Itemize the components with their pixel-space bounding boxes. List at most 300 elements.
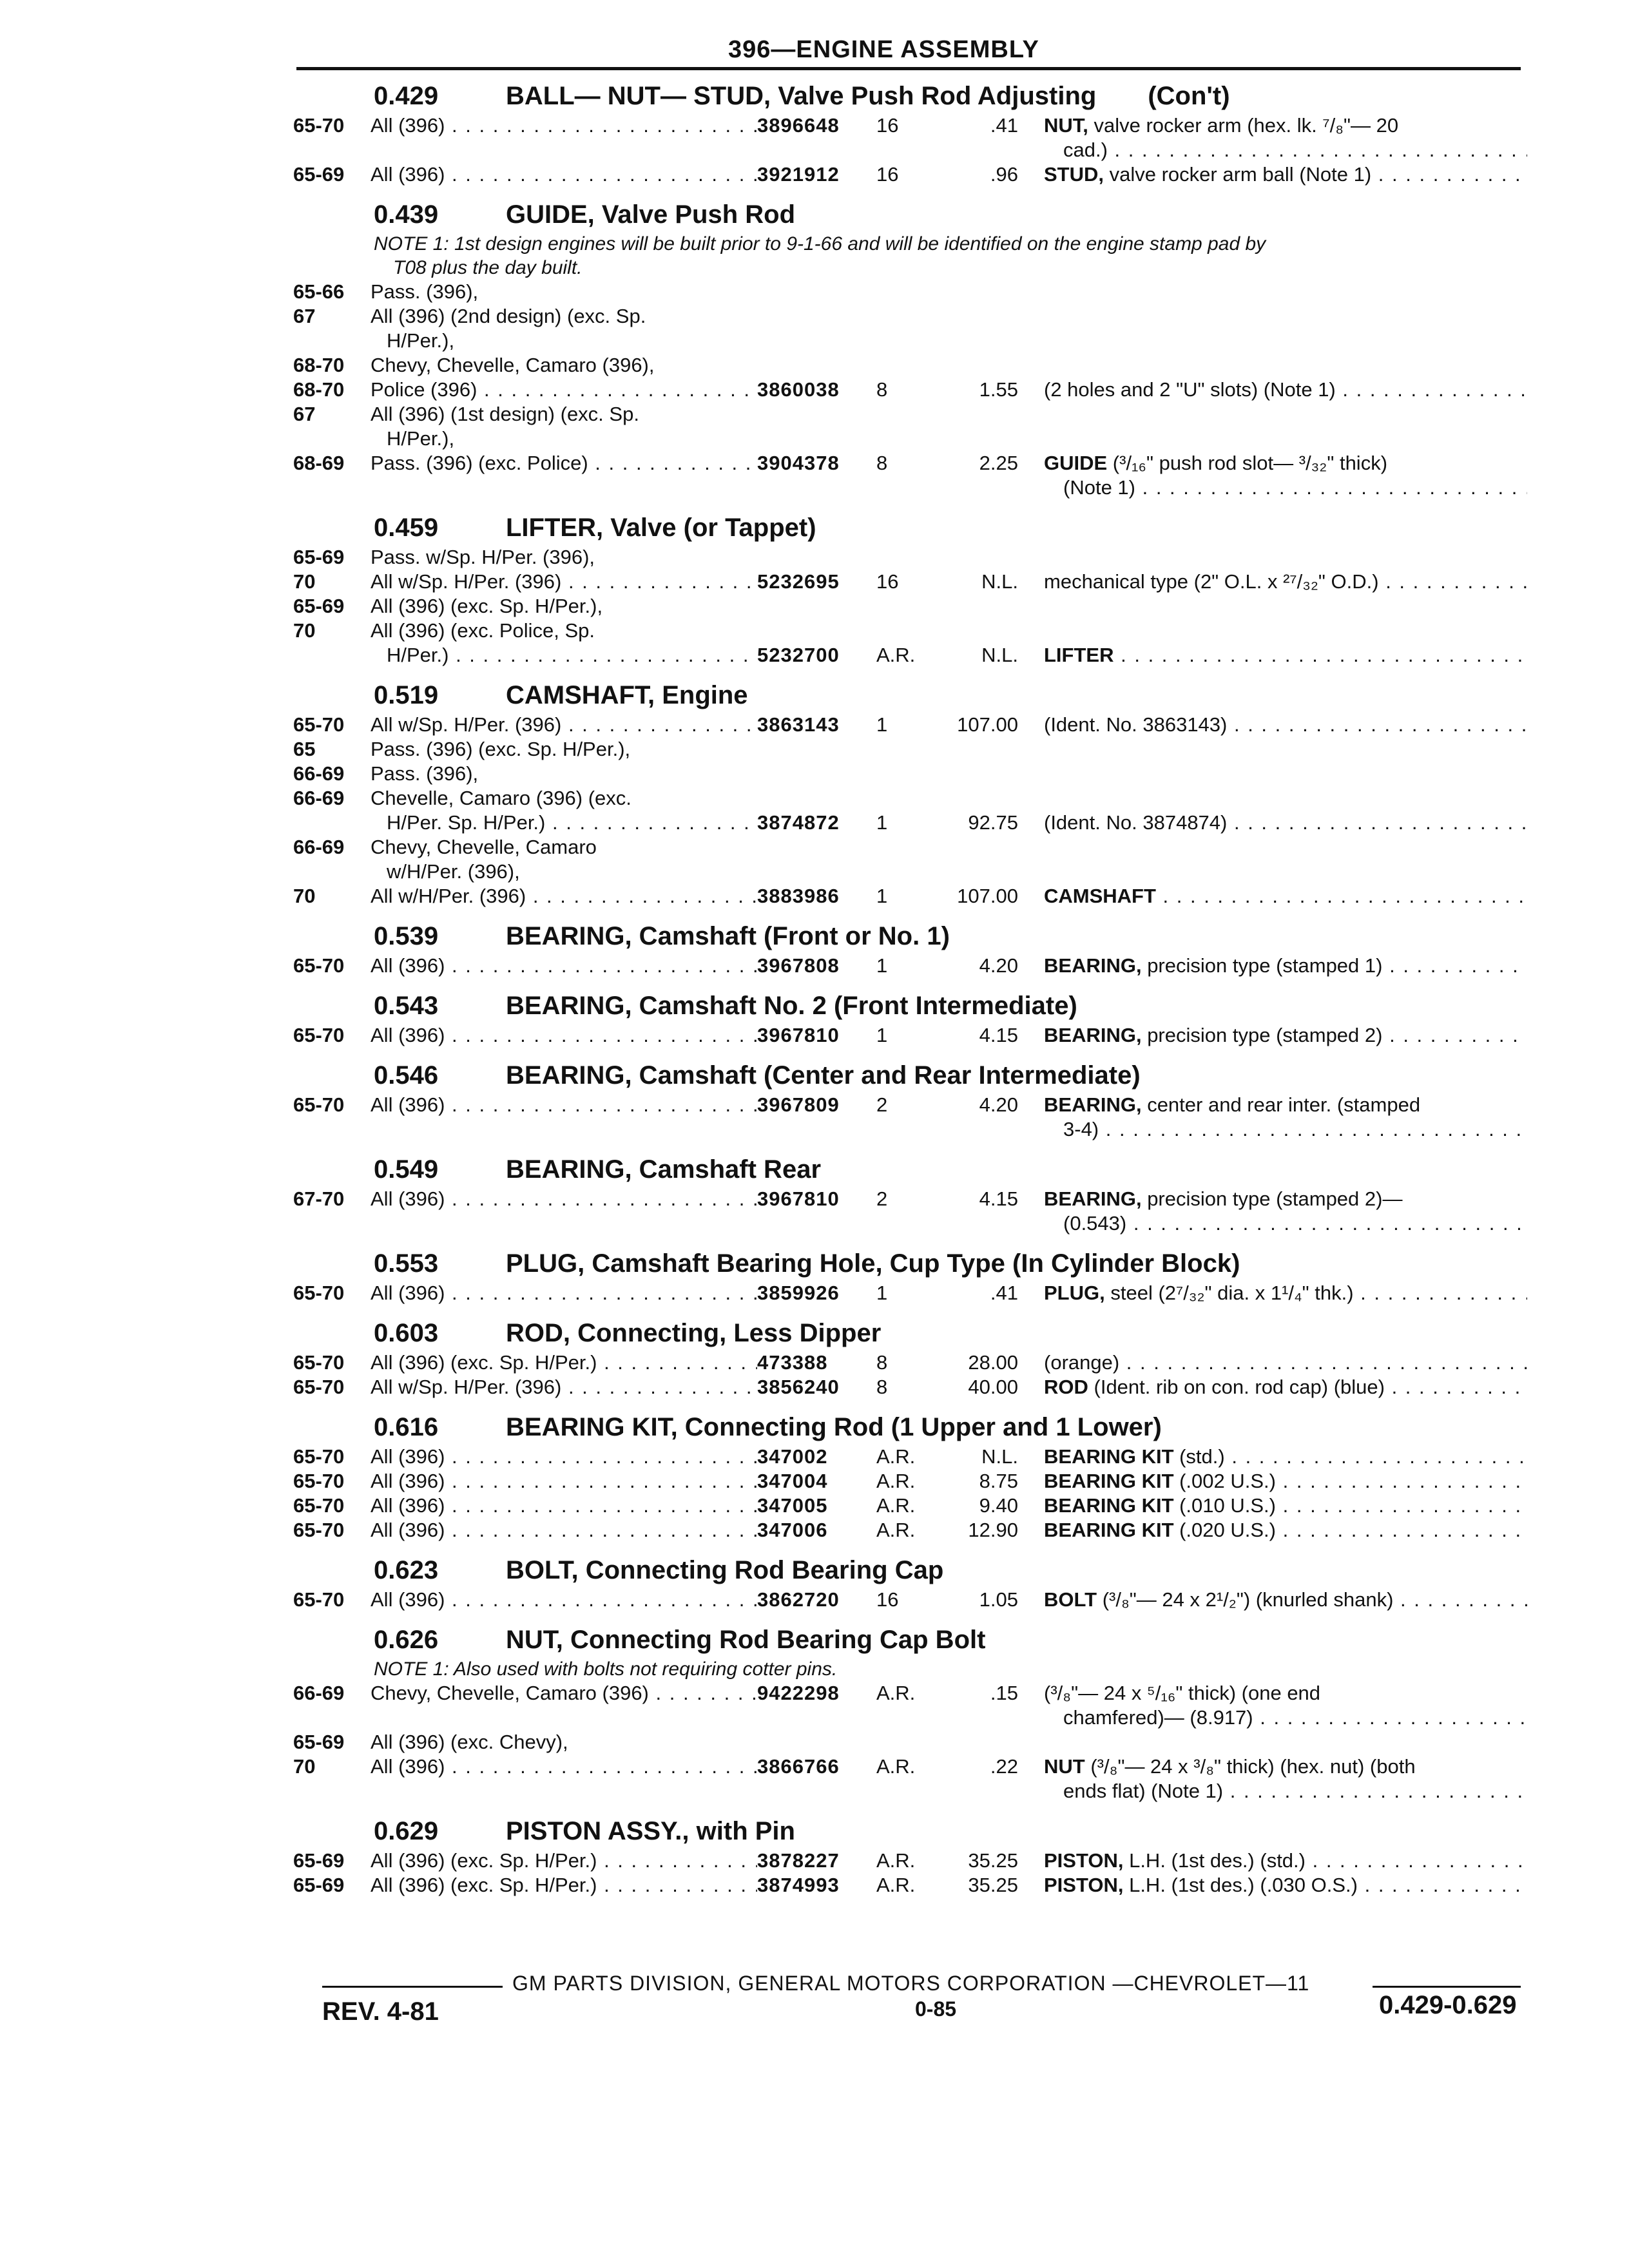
spacer [1044,835,1527,860]
part-number: 3967809 [757,1093,840,1116]
description-line [1044,378,1527,402]
description-line [1044,811,1527,835]
description-cell [1044,1873,1527,1898]
application [371,835,757,908]
quantity: 2 [876,1093,888,1116]
description-line [1044,1187,1527,1211]
spacer [876,427,941,451]
price-cell [941,113,1044,138]
model-year: 65-69 [293,1874,345,1896]
spacer [876,860,941,884]
model-year: 70 [293,619,316,642]
section-number: 0.553 [374,1249,439,1278]
application-line [371,1281,757,1305]
quantity-cell [876,1681,941,1706]
model-year: 66-69 [293,1682,345,1704]
price: 92.75 [968,811,1018,834]
spacer [876,786,941,811]
description-text: precision type (stamped 1) [1141,954,1383,977]
description-text: (³/₈"— 24 x 2¹/₂") (knurled shank) [1097,1588,1394,1611]
quantity-cell [876,113,941,138]
section-heading [293,1814,1527,1849]
footer-rule-right [1373,1986,1521,1988]
quantity: 1 [876,1282,888,1304]
leader-dots [588,452,757,474]
quantity-cell [876,713,941,737]
description-keyword: BEARING, [1044,1187,1142,1210]
price: 35.25 [968,1849,1018,1872]
leader-dots [445,114,757,137]
part-number: 3896648 [757,114,840,137]
leader-dots [445,1024,757,1046]
section-heading [293,1316,1527,1350]
application-text: All (396) [371,163,445,186]
quantity: 1 [876,885,888,907]
leader-dots [597,1874,757,1896]
model-year: 70 [293,885,316,907]
price-cell [941,835,1044,908]
description-keyword: STUD, [1044,163,1104,186]
application [371,1281,757,1305]
application [371,713,757,737]
application-line: All (396) (1st design) (exc. Sp. [371,403,639,425]
price-cell [941,1588,1044,1612]
leader-dots [1223,1780,1527,1802]
spacer [876,619,941,643]
quantity: A.R. [876,1682,916,1704]
quantity: 2 [876,1187,888,1210]
description-text: (.010 U.S.) [1173,1494,1276,1517]
description-line [1044,1350,1527,1375]
description-text: (³/₁₆" push rod slot— ³/₃₂" thick) [1107,452,1388,474]
part-row [293,1350,1527,1375]
part-row [293,1681,1527,1730]
part-row [293,1849,1527,1873]
quantity-cell [876,402,941,476]
leader-dots [445,1588,757,1611]
description-text: (.020 U.S.) [1173,1519,1276,1541]
description-line [1044,1754,1527,1779]
section-0-626 [293,1622,1527,1803]
model-year: 65-70 [293,1093,345,1116]
spacer [941,835,1018,860]
model-year [293,329,371,353]
application-line [371,1518,757,1542]
spacer [757,786,876,811]
description-line [1044,570,1527,594]
spacer [757,594,876,619]
price-cell [941,545,1044,594]
section-number: 0.629 [374,1817,439,1845]
spacer [1044,427,1527,451]
application [371,280,757,402]
application-line: All (396) (2nd design) (exc. Sp. [371,305,646,327]
section-title: PLUG, Camshaft Bearing Hole, Cup Type (In Cylinder Block) [506,1249,1240,1278]
model-year [293,811,371,835]
section-heading [293,510,1527,545]
application-line: All (396) (exc. Chevy), [371,1731,568,1753]
description-line [1044,1588,1527,1612]
leader-dots [1336,378,1527,401]
spacer [941,280,1018,304]
part-number-cell [757,1849,876,1873]
part-number-cell [757,1588,876,1612]
application [371,1350,757,1375]
section-number: 0.546 [374,1061,439,1090]
price: 9.40 [979,1494,1018,1517]
section-heading [293,1622,1527,1657]
leader-dots [445,1519,757,1541]
section-note: NOTE 1: 1st design engines will be built prior to 9-1-66 and will be identified on the engine stamp pad by [374,233,1266,255]
section-number: 0.623 [374,1556,439,1584]
application-line [371,378,757,402]
spacer [941,304,1018,329]
quantity-cell [876,1281,941,1305]
leader-dots [1379,570,1527,593]
application-text: All (396) [371,1187,445,1210]
part-row [293,1445,1527,1469]
leader-dots [445,1093,757,1116]
application-text: All (396) [371,1470,445,1492]
price-cell [941,1518,1044,1542]
description-line [1044,713,1527,737]
model-years [293,1873,371,1898]
spacer [757,835,876,860]
part-number-cell [757,1681,876,1706]
application-line [371,713,757,737]
spacer [1044,304,1527,329]
description-line [1044,1281,1527,1305]
description-line [1044,451,1527,476]
leader-dots [1119,1351,1527,1374]
part-number: 3921912 [757,163,840,186]
description-text: precision type (stamped 2) [1141,1024,1383,1046]
application-line: Pass. (396) (exc. Sp. H/Per.), [371,738,631,760]
quantity-cell [876,1469,941,1494]
part-number-cell [757,1518,876,1542]
leader-dots [1354,1282,1527,1304]
part-number-cell [757,280,876,402]
price-cell [941,1681,1044,1706]
description-keyword: PLUG, [1044,1282,1105,1304]
section-heading [293,678,1527,713]
application [371,1849,757,1873]
model-year: 65-70 [293,713,345,736]
leader-dots [597,1849,757,1872]
application-text: All (396) (exc. Sp. H/Per.) [371,1849,597,1872]
description-line [1044,138,1527,162]
price-cell [941,1375,1044,1399]
spacer [876,1730,941,1754]
continued-label: (Con't) [1148,82,1230,110]
leader-dots [445,1187,757,1210]
price-cell [941,1494,1044,1518]
section-number: 0.603 [374,1319,439,1347]
spacer [757,353,876,378]
application-line: H/Per.), [387,427,455,450]
model-year [293,427,371,451]
description-text: chamfered)— (8.917) [1063,1706,1253,1729]
application-line [371,811,757,835]
spacer [757,762,876,786]
part-number: 347002 [757,1445,828,1468]
application-text: All (396) [371,1755,445,1778]
section-0-616 [293,1410,1527,1542]
section-title: ROD, Connecting, Less Dipper [506,1319,882,1347]
price-cell [941,713,1044,737]
price-cell [941,1730,1044,1779]
part-number: 3859926 [757,1282,840,1304]
application-line [371,1849,757,1873]
section-title: BEARING, Camshaft No. 2 (Front Intermediate) [506,992,1077,1020]
quantity: 16 [876,570,899,593]
part-number: 347006 [757,1519,828,1541]
spacer [757,329,876,353]
description-line [1044,162,1527,187]
application-text: All (396) [371,1445,445,1468]
model-years [293,1445,371,1469]
part-number: 3866766 [757,1755,840,1778]
model-year: 65-70 [293,114,345,137]
spacer [757,427,876,451]
spacer [941,786,1018,811]
description-keyword: BEARING KIT [1044,1519,1174,1541]
description-text: (orange) [1044,1351,1120,1374]
model-year: 70 [293,1755,316,1778]
header-rule [296,67,1521,70]
quantity-cell [876,1093,941,1117]
model-years [293,1588,371,1612]
section-title: BEARING, Camshaft (Front or No. 1) [506,922,950,950]
section-number: 0.439 [374,200,439,229]
leader-dots [561,1376,757,1398]
quantity-cell [876,1375,941,1399]
spacer [876,762,941,786]
leader-dots [445,1282,757,1304]
description-cell [1044,280,1527,402]
section-heading [293,79,1527,113]
application-line [371,113,757,138]
quantity-cell [876,1588,941,1612]
application [371,1093,757,1117]
spacer [757,402,876,427]
spacer [941,427,1018,451]
application-line [371,1469,757,1494]
spacer [876,737,941,762]
part-number-cell [757,954,876,978]
part-number: 3874993 [757,1874,840,1896]
section-heading [293,919,1527,954]
part-row [293,1469,1527,1494]
description-cell [1044,1187,1527,1236]
description-line [1044,1779,1527,1803]
price-cell [941,737,1044,835]
description-line [1044,1849,1527,1873]
part-number-cell [757,1023,876,1048]
spacer [757,1730,876,1754]
description-text: L.H. (1st des.) (std.) [1123,1849,1306,1872]
quantity: A.R. [876,1755,916,1778]
application-text: All w/Sp. H/Per. (396) [371,1376,562,1398]
quantity-cell [876,1445,941,1469]
part-number: 3967810 [757,1024,840,1046]
model-year: 65-70 [293,1445,345,1468]
section-note: T08 plus the day built. [393,257,583,278]
model-year: 65-70 [293,1282,345,1304]
description-line [1044,954,1527,978]
model-years [293,1375,371,1399]
part-row [293,713,1527,737]
application-line: Chevelle, Camaro (396) (exc. [371,787,631,809]
application-line: All (396) (exc. Sp. H/Per.), [371,595,603,617]
application-text: Chevy, Chevelle, Camaro (396) [371,1682,649,1704]
description-cell [1044,1281,1527,1305]
model-year: 65 [293,738,316,760]
description-text: cad.) [1063,139,1108,161]
application-text: All (396) [371,1282,445,1304]
leader-dots [597,1351,757,1374]
description-cell [1044,954,1527,978]
spacer [876,304,941,329]
quantity: A.R. [876,1470,916,1492]
quantity: A.R. [876,1519,916,1541]
section-title: PISTON ASSY., with Pin [506,1817,795,1845]
description-line [1044,1706,1527,1730]
application-text: All w/Sp. H/Per. (396) [371,570,562,593]
description-cell [1044,1849,1527,1873]
spacer [757,280,876,304]
description-cell [1044,113,1527,162]
description-text: steel (2⁷/₃₂" dia. x 1¹/₄" thk.) [1104,1282,1354,1304]
model-year: 66-69 [293,787,345,809]
price: 4.15 [979,1187,1018,1210]
part-number: 3874872 [757,811,840,834]
section-title: BEARING KIT, Connecting Rod (1 Upper and 1 Lower) [506,1413,1162,1441]
description-keyword: BEARING KIT [1044,1494,1174,1517]
spacer [941,762,1018,786]
quantity: 8 [876,378,888,401]
part-row [293,1588,1527,1612]
section-0-543 [293,988,1527,1048]
section-heading [293,1553,1527,1588]
quantity: 1 [876,811,888,834]
quantity: A.R. [876,1494,916,1517]
spacer [1044,619,1527,643]
description-text: ends flat) (Note 1) [1063,1780,1224,1802]
price: 4.20 [979,1093,1018,1116]
model-years [293,954,371,978]
model-year: 67 [293,403,316,425]
leader-dots [445,1755,757,1778]
part-number-cell [757,1187,876,1211]
description-cell [1044,1093,1527,1142]
model-years [293,1518,371,1542]
quantity: 1 [876,713,888,736]
application-line [371,1445,757,1469]
description-cell [1044,1350,1527,1375]
quantity-cell [876,1730,941,1779]
price: 4.15 [979,1024,1018,1046]
description-line [1044,1494,1527,1518]
part-row [293,1187,1527,1236]
description-text: valve rocker arm ball (Note 1) [1104,163,1372,186]
part-number-cell [757,545,876,594]
description-keyword: CAMSHAFT [1044,885,1156,907]
spacer [876,835,941,860]
model-year: 65-69 [293,1849,345,1872]
spacer [757,737,876,762]
part-number: 3856240 [757,1376,840,1398]
description-text: (³/₈"— 24 x ⁵/₁₆" thick) (one end [1044,1682,1321,1704]
section-heading [293,197,1527,232]
quantity: A.R. [876,644,916,666]
description-keyword: BEARING KIT [1044,1445,1174,1468]
spacer [1044,786,1527,811]
description-line [1044,1518,1527,1542]
quantity-cell [876,737,941,835]
model-year: 68-70 [293,354,345,376]
part-number-cell [757,1445,876,1469]
footer-revision: REV. 4-81 [322,1997,439,2026]
quantity: A.R. [876,1874,916,1896]
description-text: (2 holes and 2 "U" slots) (Note 1) [1044,378,1336,401]
spacer [941,860,1018,884]
application [371,162,757,187]
description-text: (Ident. No. 3863143) [1044,713,1228,736]
part-number-cell [757,1281,876,1305]
model-year: 68-69 [293,452,345,474]
section-title: CAMSHAFT, Engine [506,681,748,709]
section-title: NUT, Connecting Rod Bearing Cap Bolt [506,1626,986,1654]
spacer [757,545,876,570]
leader-dots [477,378,757,401]
application [371,737,757,835]
model-year: 65-69 [293,163,345,186]
price: 1.55 [979,378,1018,401]
leader-dots [1276,1494,1527,1517]
leader-dots [561,570,757,593]
application-text: All (396) [371,954,445,977]
section-heading [293,1058,1527,1093]
application-text: All w/H/Per. (396) [371,885,526,907]
leader-dots [1306,1849,1527,1872]
model-year: 65-70 [293,1519,345,1541]
model-years [293,737,371,835]
leader-dots [1156,885,1527,907]
price: 4.20 [979,954,1018,977]
price-cell [941,1849,1044,1873]
part-row [293,835,1527,908]
spacer [1044,402,1527,427]
spacer [1044,737,1527,762]
application-text: All (396) [371,1093,445,1116]
leader-dots [1382,1024,1527,1046]
section-0-439 [293,197,1527,500]
quantity: 8 [876,452,888,474]
section-0-519 [293,678,1527,908]
price: 28.00 [968,1351,1018,1374]
model-year: 65-66 [293,280,345,303]
part-number-cell [757,402,876,476]
spacer [876,353,941,378]
model-years [293,113,371,138]
spacer [1044,860,1527,884]
model-year: 65-70 [293,1494,345,1517]
part-row [293,1518,1527,1542]
price-cell [941,1093,1044,1117]
description-cell [1044,402,1527,500]
description-cell [1044,713,1527,737]
